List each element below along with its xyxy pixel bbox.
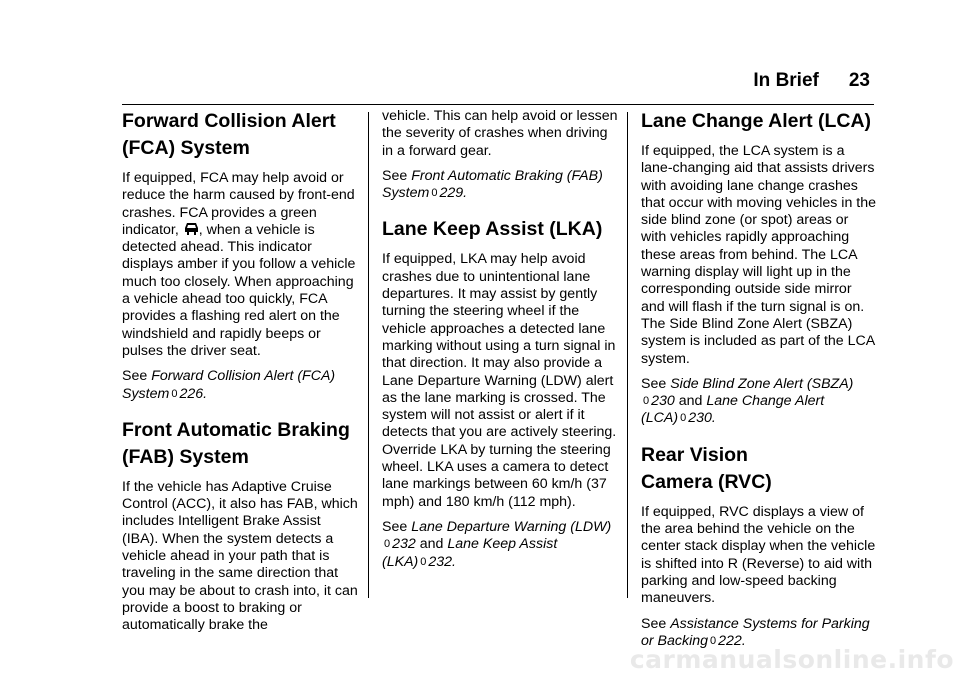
lca-body: If equipped, the LCA system is a lane-changing aid that assists drivers with avoiding lane change crashes that occur with moving vehicles in the side blind zone (or spot) areas or with vehicles rapidly approaching these areas from behind. The LCA warning display will light up in the corresponding outside side mirror and will flash if the turn signal is on. The Side Blind Zone Alert (SBZA) system is included as part of the LCA system. (641, 143, 876, 367)
column-2 (382, 108, 618, 581)
rvc-heading: Rear Vision Camera (RVC) (641, 443, 772, 493)
watermark: carmanualsonline.info (629, 645, 954, 674)
rvc-page-ref[interactable]: 222. (718, 632, 746, 649)
fca-page-ref[interactable]: 226. (179, 385, 208, 402)
header-rule (122, 104, 874, 105)
fab-heading: Front Automatic Braking (FAB) System (122, 418, 350, 468)
fca-heading: Forward Collision Alert (FCA) System (122, 110, 336, 159)
lca-see-also: See Side Blind Zone Alert (SBZA) 0 230 and Lane Change Alert (LCA) 0 230. (641, 375, 854, 427)
lka-ref-link[interactable]: Lane Keep Assist (LKA) (382, 536, 558, 570)
xref-icon: 0 (171, 387, 178, 400)
fab-ref-link[interactable]: Front Automatic Braking (FAB) System (382, 167, 603, 202)
fca-ref-link[interactable]: Forward Collision Alert (FCA) System (122, 368, 336, 402)
xref-icon: 0 (384, 538, 391, 551)
rvc-body: If equipped, RVC displays a view of the area behind the vehicle on the center stack display when the vehicle is shifted into R (Reverse) to aid with parking and low-speed backing maneuvers. (641, 503, 876, 607)
rvc-ref-link[interactable]: Assistance Systems for Parking or Backing (641, 615, 870, 649)
column-1 (122, 108, 358, 643)
lca-heading: Lane Change Alert (LCA) (641, 110, 872, 132)
column-divider-1 (368, 112, 369, 598)
lka-heading: Lane Keep Assist (LKA) (382, 218, 603, 241)
lka-page-ref[interactable]: 232. (428, 553, 457, 570)
sbza-ref-link[interactable]: Side Blind Zone Alert (SBZA) (670, 375, 854, 392)
fca-see-also: See Forward Collision Alert (FCA) System 0 226. (122, 368, 336, 402)
running-header (753, 70, 870, 92)
lka-body: If equipped, LKA may help avoid crashes due to unintentional lane departures. It may assist by gently turning the steering wheel if the vehicle approaches a detected lane marking without using a turn signal in that direction. It may also provide a Lane Departure Warning (LDW) alert as the lane marking is crossed. The system will not assist or alert if it detects that you are actively steering. Override LKA by turning the steering wheel. LKA uses a camera to detect lane markings between 60 km/h (37 mph) and 180 km/h (112 mph). (382, 251, 617, 510)
rvc-see-also: See Assistance Systems for Parking or Backing 0 222. (641, 615, 870, 649)
xref-icon: 0 (420, 555, 427, 568)
xref-icon: 0 (680, 412, 687, 425)
column-divider-2 (627, 112, 628, 598)
fab-body-continued: vehicle. This can help avoid or lessen the severity of crashes when driving in a forward gear. (382, 108, 618, 159)
xref-icon: 0 (710, 634, 717, 647)
fab-body: If the vehicle has Adaptive Cruise Control (ACC), it also has FAB, which includes Intelligent Brake Assist (IBA). When the system detects a vehicle ahead in your path that is traveling in the same direction that you may be about to crash into, it can provide a boost to braking or automatically brake the (122, 478, 358, 634)
lka-see-also: See Lane Departure Warning (LDW) 0 232 and Lane Keep Assist (LKA) 0 232. (382, 518, 612, 570)
page-number: 23 (848, 70, 870, 91)
vehicle-ahead-icon (184, 222, 199, 236)
ldw-ref-link[interactable]: Lane Departure Warning (LDW) (411, 518, 612, 535)
fab-page-ref[interactable]: 229. (439, 185, 468, 202)
fca-body: If equipped, FCA may help avoid or reduce the harm caused by front-end crashes. FCA provides a green indicator, , when a vehicle is detected ahead. This indicator displays amber if you follow a vehicle much too closely. When approaching a vehicle ahead too quickly, FCA provides a flashing red alert on the windshield and rapidly beeps or pulses the driver seat. (122, 170, 356, 359)
fab-see-also: See Front Automatic Braking (FAB) System 0 229. (382, 167, 603, 202)
xref-icon: 0 (643, 395, 650, 408)
section-title: In Brief (753, 70, 819, 91)
sbza-page-ref[interactable]: 230 (651, 393, 675, 410)
xref-icon: 0 (431, 187, 438, 200)
lca-ref-link[interactable]: Lane Change Alert (LCA) (641, 393, 825, 427)
lca-page-ref[interactable]: 230. (688, 410, 716, 427)
column-3 (641, 108, 877, 660)
ldw-page-ref[interactable]: 232 (392, 536, 416, 553)
